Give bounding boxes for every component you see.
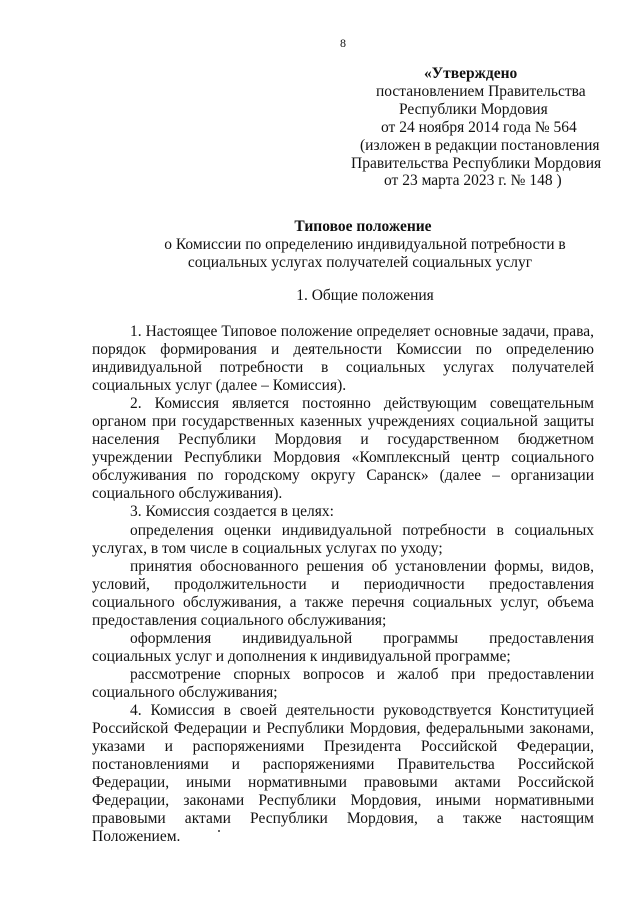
paragraph: 2. Комиссия является постоянно действующим совещательным органом при государственных казенных учреждениях социальной защиты населения Республики Мордовия и государственном бюджетном учреждении Республики Мордовия «Комплексный центр социального обслуживания по городскому округу Саранск» (далее – организации социального обслуживания).	[92, 395, 594, 503]
paragraph: 1. Настоящее Типовое положение определяет основные задачи, права, порядок формирования и деятельности Комиссии по определению индивидуальной потребности в социальных услугах получателей социальных услуг (далее – Комиссия).	[92, 323, 594, 395]
approval-line: (изложен в редакции постановления	[360, 137, 600, 154]
paragraph: принятия обоснованного решения об установлении формы, видов, условий, продолжительности и периодичности предоставления социального обслуживания, а также перечня социальных услуг, объема предоставления социального обслуживания;	[92, 557, 594, 629]
paragraph: рассмотрение спорных вопросов и жалоб при предоставлении социального обслуживания;	[92, 665, 594, 701]
approval-line: Республики Мордовия	[399, 101, 548, 118]
title-subtitle-line: о Комиссии по определению индивидуальной потребности в	[164, 236, 566, 253]
approval-line: постановлением Правительства	[376, 83, 586, 100]
title-main: Типовое положение	[294, 218, 432, 235]
section-heading: 1. Общие положения	[296, 287, 434, 304]
paragraph: 4. Комиссия в своей деятельности руководствуется Конституцией Российской Федерации и Республики Мордовия, федеральными законами, указами и распоряжениями Президента Российской Федерации, постановлениями и распоряжениями Правительства Российской Федерации, иными нормативными правовыми актами Российской Федерации, законами Республики Мордовия, иными нормативными правовыми актами Республики Мордовия, а также настоящим Положением.	[92, 701, 594, 846]
page-number: 8	[340, 36, 346, 50]
scan-speck	[218, 830, 220, 832]
approval-line: от 23 марта 2023 г. № 148 )	[384, 172, 562, 189]
body-text	[92, 323, 594, 846]
paragraph: оформления индивидуальной программы предоставления социальных услуг и дополнения к индивидуальной программе;	[92, 629, 594, 665]
approval-line: от 24 ноября 2014 года № 564	[381, 119, 577, 136]
approval-line: Правительства Республики Мордовия	[351, 155, 602, 172]
paragraph: 3. Комиссия создается в целях:	[130, 503, 334, 521]
document-title	[0, 218, 640, 272]
paragraph: определения оценки индивидуальной потребности в социальных услугах, в том числе в социальных услугах по уходу;	[92, 521, 594, 557]
title-subtitle-line: социальных услугах получателей социальных услуг	[187, 254, 533, 271]
approval-heading: «Утверждено	[424, 65, 518, 82]
